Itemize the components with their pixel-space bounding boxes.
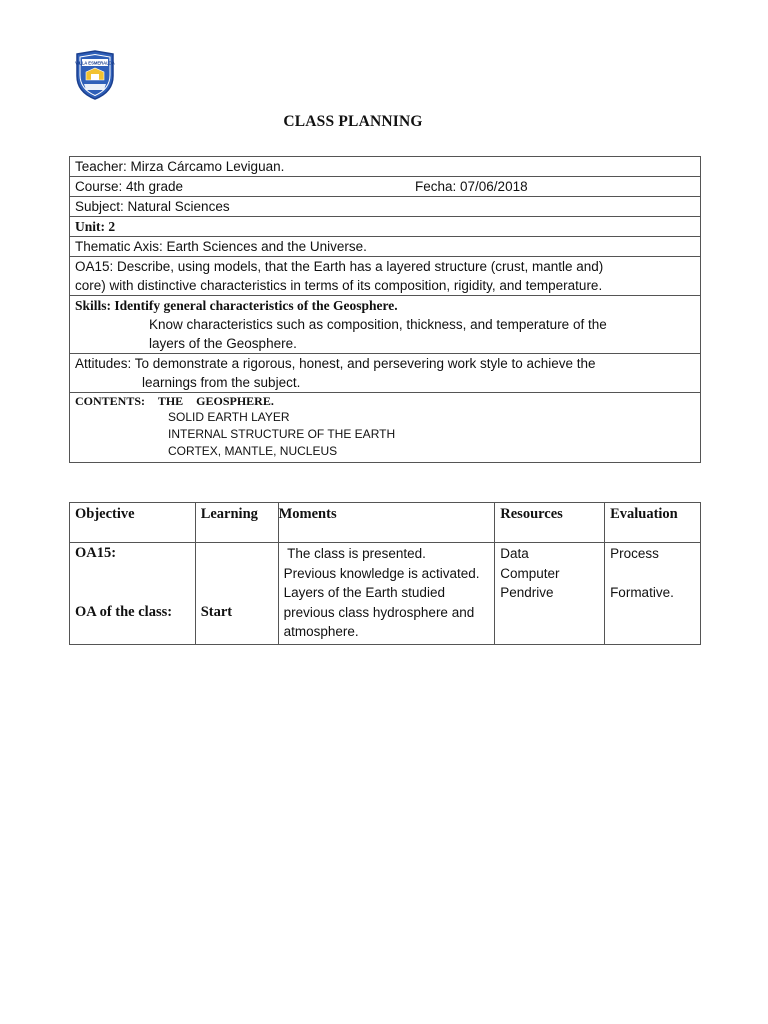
- header-learning: Learning: [195, 503, 278, 543]
- logo-text: VILLA ESMERALDA: [75, 60, 115, 66]
- resources-cell: [495, 543, 605, 645]
- contents-word-2: GEOSPHERE.: [196, 394, 274, 408]
- contents-row: [70, 393, 701, 463]
- skills-line-3: layers of the Geosphere.: [149, 336, 297, 351]
- thematic-axis-row: [70, 237, 701, 257]
- teacher-cell: Teacher: Mirza Cárcamo Leviguan.: [70, 157, 701, 177]
- course-value: Course: 4th grade: [75, 179, 184, 194]
- oa15-line-1: OA15: Describe, using models, that the Earth has a layered structure (crust, mantle and): [75, 259, 604, 274]
- header-resources: Resources: [495, 503, 605, 543]
- skills-heading: Skills: Identify general characteristics of the Geosphere.: [75, 298, 398, 313]
- date-value: Fecha: 07/06/2018: [415, 179, 528, 194]
- course-row: [70, 177, 701, 197]
- contents-item: CORTEX, MANTLE, NUCLEUS: [168, 444, 338, 458]
- document-title: CLASS PLANNING: [283, 113, 423, 130]
- moments-line: Previous knowledge is activated.: [283, 565, 480, 581]
- attitudes-row: [70, 354, 701, 393]
- objective-oa-class: OA of the class:: [75, 603, 173, 620]
- contents-word-1: THE: [157, 394, 184, 408]
- resource-item: Pendrive: [500, 585, 554, 600]
- header-objective: Objective: [70, 503, 196, 543]
- unit-row: [70, 217, 701, 237]
- resource-item: Data: [500, 546, 529, 561]
- plan-row: [70, 543, 701, 645]
- oa15-row: [70, 257, 701, 296]
- subject-row: [70, 197, 701, 217]
- header-evaluation: Evaluation: [605, 503, 701, 543]
- skills-line-2: Know characteristics such as composition, thickness, and temperature of the: [149, 317, 607, 332]
- attitudes-line-1: Attitudes: To demonstrate a rigorous, honest, and persevering work style to achieve the: [75, 356, 596, 371]
- skills-row: [70, 296, 701, 354]
- thematic-axis-cell: Thematic Axis: Earth Sciences and the Universe.: [70, 237, 701, 257]
- contents-heading: [75, 393, 695, 409]
- subject-cell: Subject: Natural Sciences: [70, 197, 701, 217]
- resource-item: Computer: [500, 565, 560, 581]
- contents-item: SOLID EARTH LAYER: [168, 410, 290, 424]
- moments-line: previous class hydrosphere and: [283, 604, 475, 620]
- evaluation-item: Formative.: [610, 585, 674, 600]
- moments-cell: [278, 543, 495, 645]
- moments-line: The class is presented.: [283, 546, 426, 561]
- unit-cell: Unit: 2: [70, 217, 701, 237]
- header-moments: Moments: [278, 503, 495, 543]
- school-crest-logo: [74, 50, 116, 100]
- class-info-table: [69, 156, 701, 463]
- contents-label: CONTENTS:: [75, 394, 146, 408]
- evaluation-cell: [605, 543, 701, 645]
- class-plan-table: [69, 502, 701, 645]
- teacher-row: [70, 157, 701, 177]
- learning-cell: [195, 543, 278, 645]
- contents-item: INTERNAL STRUCTURE OF THE EARTH: [168, 427, 396, 441]
- moments-line: atmosphere.: [283, 624, 359, 639]
- oa15-line-2: core) with distinctive characteristics in terms of its composition, rigidity, and temperature.: [75, 278, 603, 293]
- moments-line: Layers of the Earth studied: [283, 585, 445, 600]
- objective-oa15: OA15:: [75, 545, 117, 561]
- objective-cell: [70, 543, 196, 645]
- plan-header-row: [70, 503, 701, 543]
- evaluation-item: Process: [610, 546, 659, 561]
- attitudes-line-2: learnings from the subject.: [142, 375, 301, 390]
- learning-value: Start: [200, 603, 233, 620]
